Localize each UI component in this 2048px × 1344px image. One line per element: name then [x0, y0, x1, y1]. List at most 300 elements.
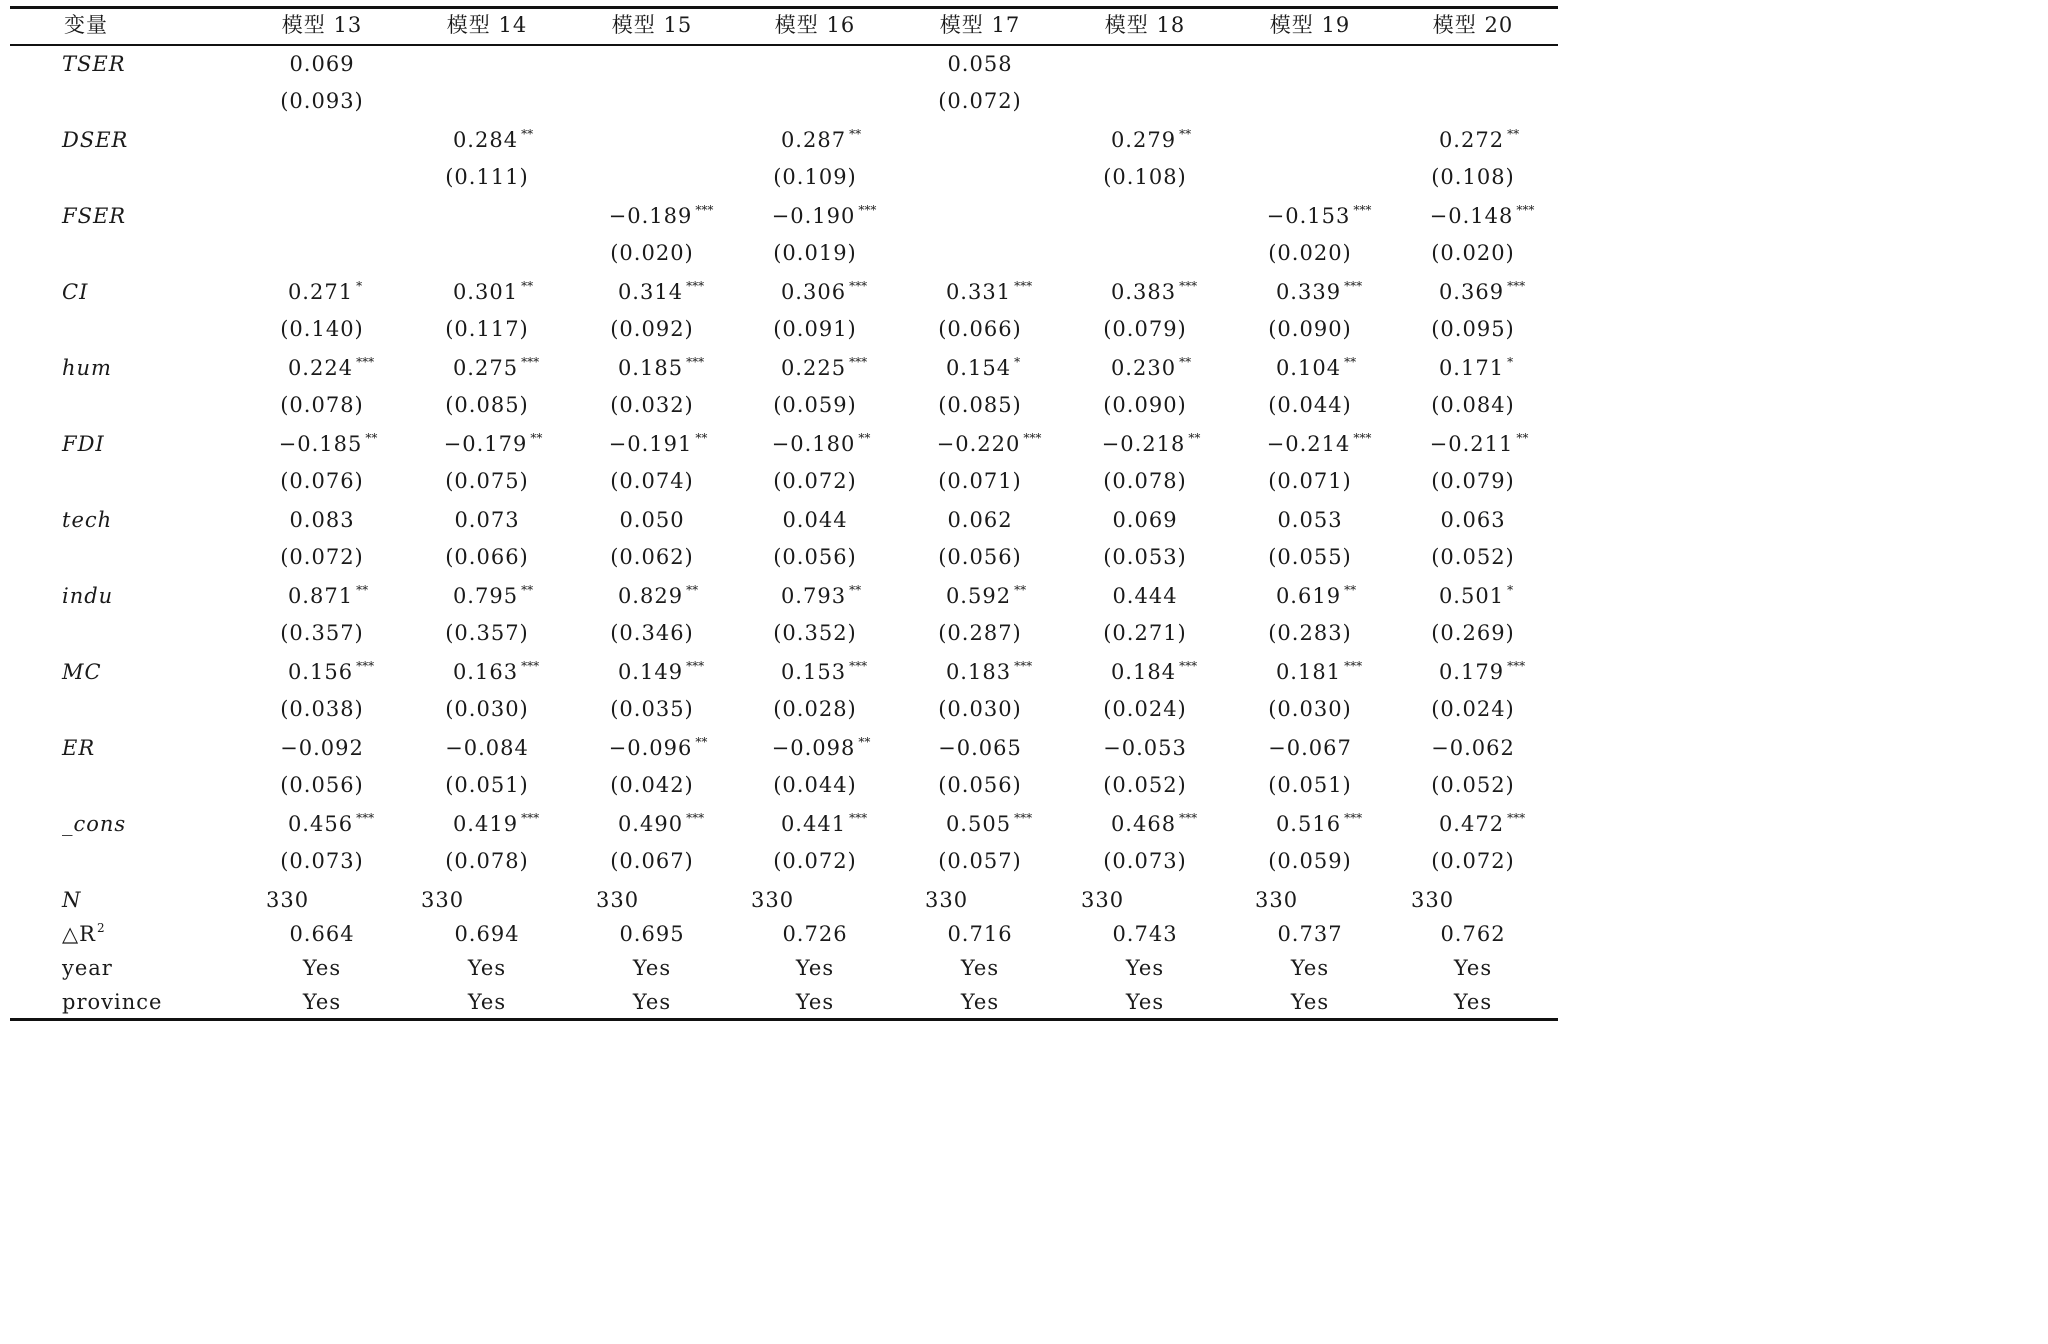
standard-error: (0.024) [1431, 697, 1515, 721]
r-squared-exponent: 2 [96, 921, 105, 935]
coefficient [1276, 584, 1356, 608]
coefficient [938, 736, 1022, 760]
coefficient-value: −0.185 [278, 432, 363, 456]
coefficient [288, 812, 374, 836]
standard-error: (0.067) [610, 849, 694, 873]
year-value: Yes [1290, 956, 1330, 980]
variable-name: indu [62, 584, 114, 608]
coefficient-value: 0.185 [617, 356, 684, 380]
coefficient [453, 584, 533, 608]
coefficient-value: 0.063 [1440, 508, 1506, 532]
standard-error: (0.076) [280, 469, 364, 493]
coefficient [619, 508, 684, 532]
standard-error: (0.071) [938, 469, 1022, 493]
standard-error: (0.109) [773, 165, 857, 189]
coefficient [1267, 432, 1372, 456]
standard-error: (0.073) [280, 849, 364, 873]
significance-stars: ** [849, 127, 862, 141]
standard-error: (0.052) [1431, 773, 1515, 797]
significance-stars: *** [1516, 203, 1535, 217]
significance-stars: *** [1507, 811, 1526, 825]
coefficient [772, 204, 877, 228]
coefficient [618, 812, 704, 836]
coefficient-value: −0.084 [445, 736, 529, 760]
coefficient-value: 0.306 [780, 280, 847, 304]
significance-stars: ** [1344, 355, 1357, 369]
coefficient-value: −0.214 [1266, 432, 1351, 456]
standard-error: (0.066) [445, 545, 529, 569]
coefficient [1277, 508, 1342, 532]
coefficient-value: −0.220 [936, 432, 1021, 456]
coefficient-value: −0.062 [1431, 736, 1515, 760]
header-model: 模型 14 [446, 13, 528, 37]
coefficient [1440, 508, 1505, 532]
coefficient-value: 0.050 [619, 508, 685, 532]
standard-error: (0.352) [773, 621, 857, 645]
year-value: Yes [632, 956, 672, 980]
significance-stars: *** [356, 659, 375, 673]
coefficient-value: 0.179 [1438, 660, 1505, 684]
r-squared-value: 0.762 [1440, 922, 1506, 946]
variable-name: tech [62, 508, 113, 532]
significance-stars: *** [356, 355, 375, 369]
year-label: year [62, 956, 113, 980]
standard-error: (0.052) [1103, 773, 1187, 797]
standard-error: (0.044) [1268, 393, 1352, 417]
n-value: 330 [266, 888, 310, 912]
coefficient [454, 508, 519, 532]
coefficient [1439, 280, 1525, 304]
coefficient [946, 660, 1032, 684]
significance-stars: *** [1014, 279, 1033, 293]
variable-name: hum [62, 356, 112, 380]
coefficient [609, 432, 708, 456]
coefficient-value: 0.419 [452, 812, 519, 836]
standard-error: (0.072) [773, 469, 857, 493]
coefficient [1111, 660, 1197, 684]
year-value: Yes [1125, 956, 1165, 980]
r-squared-value: 0.743 [1112, 922, 1178, 946]
coefficient-value: 0.331 [945, 280, 1012, 304]
coefficient-value: 0.456 [287, 812, 354, 836]
standard-error: (0.059) [1268, 849, 1352, 873]
standard-error: (0.030) [938, 697, 1022, 721]
province-value: Yes [795, 990, 835, 1014]
standard-error: (0.090) [1268, 317, 1352, 341]
significance-stars: *** [1507, 659, 1526, 673]
coefficient [781, 356, 867, 380]
header-model: 模型 17 [939, 13, 1021, 37]
r-squared-value: 0.737 [1277, 922, 1343, 946]
coefficient-value: 0.163 [452, 660, 519, 684]
standard-error: (0.056) [938, 773, 1022, 797]
significance-stars: *** [1179, 279, 1198, 293]
significance-stars: *** [849, 659, 868, 673]
r-squared-value: 0.726 [782, 922, 848, 946]
coefficient [1276, 280, 1362, 304]
n-value: 330 [421, 888, 465, 912]
significance-stars: *** [1344, 659, 1363, 673]
coefficient [289, 52, 354, 76]
standard-error: (0.357) [280, 621, 364, 645]
coefficient [618, 356, 704, 380]
standard-error: (0.066) [938, 317, 1022, 341]
variable-name: TSER [62, 52, 126, 76]
coefficient-value: 0.073 [454, 508, 520, 532]
significance-stars: ** [1179, 355, 1192, 369]
coefficient-value: 0.284 [452, 128, 519, 152]
coefficient-value: 0.062 [947, 508, 1013, 532]
standard-error: (0.073) [1103, 849, 1187, 873]
standard-error: (0.108) [1103, 165, 1187, 189]
standard-error: (0.092) [610, 317, 694, 341]
coefficient [782, 508, 847, 532]
coefficient-value: −0.179 [443, 432, 528, 456]
significance-stars: ** [1179, 127, 1192, 141]
variable-name: _cons [62, 812, 127, 836]
significance-stars: *** [849, 279, 868, 293]
coefficient [1112, 508, 1177, 532]
coefficient-value: 0.383 [1110, 280, 1177, 304]
coefficient-value: −0.180 [771, 432, 856, 456]
header-model: 模型 20 [1432, 13, 1514, 37]
coefficient [1439, 128, 1519, 152]
significance-stars: *** [849, 811, 868, 825]
coefficient [618, 660, 704, 684]
n-value: 330 [596, 888, 640, 912]
province-value: Yes [467, 990, 507, 1014]
coefficient-value: −0.096 [608, 736, 693, 760]
standard-error: (0.030) [1268, 697, 1352, 721]
significance-stars: ** [1516, 431, 1529, 445]
standard-error: (0.032) [610, 393, 694, 417]
standard-error: (0.056) [773, 545, 857, 569]
significance-stars: ** [521, 583, 534, 597]
coefficient [453, 660, 539, 684]
coefficient-value: 0.619 [1275, 584, 1342, 608]
standard-error: (0.079) [1103, 317, 1187, 341]
standard-error: (0.078) [280, 393, 364, 417]
coefficient-value: −0.148 [1429, 204, 1514, 228]
coefficient-value: −0.067 [1268, 736, 1352, 760]
standard-error: (0.085) [445, 393, 529, 417]
significance-stars: *** [1023, 431, 1042, 445]
coefficient [946, 812, 1032, 836]
coefficient-value: 0.058 [947, 52, 1013, 76]
coefficient-value: 0.271 [287, 280, 354, 304]
header-model: 模型 16 [774, 13, 856, 37]
coefficient-value: 0.871 [287, 584, 354, 608]
standard-error: (0.024) [1103, 697, 1187, 721]
standard-error: (0.056) [280, 773, 364, 797]
coefficient-value: −0.153 [1266, 204, 1351, 228]
significance-stars: ** [356, 583, 369, 597]
coefficient-value: 0.171 [1438, 356, 1505, 380]
coefficient [1276, 660, 1362, 684]
significance-stars: *** [521, 659, 540, 673]
significance-stars: *** [1014, 659, 1033, 673]
coefficient-value: 0.272 [1438, 128, 1505, 152]
coefficient-value: 0.505 [945, 812, 1012, 836]
standard-error: (0.052) [1431, 545, 1515, 569]
significance-stars: ** [1014, 583, 1027, 597]
coefficient-value: 0.104 [1275, 356, 1342, 380]
significance-stars: *** [686, 279, 705, 293]
standard-error: (0.091) [773, 317, 857, 341]
standard-error: (0.079) [1431, 469, 1515, 493]
coefficient-value: −0.191 [608, 432, 693, 456]
coefficient-value: −0.189 [608, 204, 693, 228]
standard-error: (0.271) [1103, 621, 1187, 645]
coefficient-value: 0.053 [1277, 508, 1343, 532]
coefficient-value: 0.369 [1438, 280, 1505, 304]
significance-stars: * [1507, 583, 1514, 597]
year-value: Yes [467, 956, 507, 980]
n-value: 330 [925, 888, 969, 912]
significance-stars: ** [849, 583, 862, 597]
standard-error: (0.357) [445, 621, 529, 645]
variable-name: ER [62, 736, 96, 760]
coefficient-value: 0.044 [782, 508, 848, 532]
standard-error: (0.028) [773, 697, 857, 721]
province-label: province [62, 990, 163, 1014]
coefficient-value: 0.225 [780, 356, 847, 380]
coefficient [1276, 356, 1356, 380]
significance-stars: *** [695, 203, 714, 217]
coefficient-value: 0.490 [617, 812, 684, 836]
coefficient [1111, 812, 1197, 836]
standard-error: (0.020) [1431, 241, 1515, 265]
province-value: Yes [1290, 990, 1330, 1014]
standard-error: (0.085) [938, 393, 1022, 417]
standard-error: (0.057) [938, 849, 1022, 873]
coefficient [1267, 204, 1372, 228]
coefficient [453, 812, 539, 836]
coefficient-value: −0.098 [771, 736, 856, 760]
coefficient [1112, 584, 1177, 608]
coefficient [1276, 812, 1362, 836]
coefficient [453, 356, 539, 380]
variable-name: DSER [62, 128, 129, 152]
coefficient-value: −0.211 [1429, 432, 1514, 456]
coefficient [618, 584, 698, 608]
coefficient-value: 0.516 [1275, 812, 1342, 836]
standard-error: (0.287) [938, 621, 1022, 645]
standard-error: (0.056) [938, 545, 1022, 569]
significance-stars: *** [356, 811, 375, 825]
significance-stars: *** [686, 659, 705, 673]
coefficient [1430, 432, 1529, 456]
significance-stars: ** [521, 127, 534, 141]
n-value: 330 [751, 888, 795, 912]
coefficient [1439, 584, 1513, 608]
standard-error: (0.035) [610, 697, 694, 721]
coefficient-value: 0.468 [1110, 812, 1177, 836]
significance-stars: * [1507, 355, 1514, 369]
coefficient [288, 660, 374, 684]
standard-error: (0.072) [773, 849, 857, 873]
coefficient [288, 280, 362, 304]
coefficient-value: 0.083 [289, 508, 355, 532]
coefficient-value: −0.218 [1101, 432, 1186, 456]
variable-name: FSER [62, 204, 127, 228]
significance-stars: ** [695, 735, 708, 749]
coefficient [946, 356, 1020, 380]
province-value: Yes [960, 990, 1000, 1014]
significance-stars: * [1014, 355, 1021, 369]
coefficient-value: 0.069 [1112, 508, 1178, 532]
significance-stars: *** [1014, 811, 1033, 825]
coefficient [772, 432, 871, 456]
standard-error: (0.084) [1431, 393, 1515, 417]
coefficient [781, 280, 867, 304]
coefficient-value: 0.156 [287, 660, 354, 684]
r-squared-label [62, 922, 105, 946]
coefficient-value: 0.472 [1438, 812, 1505, 836]
variable-name: FDI [62, 432, 105, 456]
standard-error: (0.346) [610, 621, 694, 645]
coefficient [1103, 736, 1187, 760]
coefficient [937, 432, 1042, 456]
significance-stars: *** [1179, 811, 1198, 825]
standard-error: (0.044) [773, 773, 857, 797]
coefficient [618, 280, 704, 304]
standard-error: (0.093) [280, 89, 364, 113]
coefficient [1102, 432, 1201, 456]
standard-error: (0.078) [1103, 469, 1187, 493]
standard-error: (0.095) [1431, 317, 1515, 341]
standard-error: (0.030) [445, 697, 529, 721]
standard-error: (0.072) [1431, 849, 1515, 873]
significance-stars: ** [1344, 583, 1357, 597]
coefficient [609, 736, 708, 760]
variable-name: MC [62, 660, 102, 684]
n-value: 330 [1255, 888, 1299, 912]
standard-error: (0.072) [280, 545, 364, 569]
significance-stars: *** [1344, 811, 1363, 825]
coefficient-value: 0.069 [289, 52, 355, 76]
standard-error: (0.020) [1268, 241, 1352, 265]
standard-error: (0.038) [280, 697, 364, 721]
header-model: 模型 18 [1104, 13, 1186, 37]
province-value: Yes [302, 990, 342, 1014]
standard-error: (0.108) [1431, 165, 1515, 189]
coefficient-value: 0.829 [617, 584, 684, 608]
coefficient-value: 0.184 [1110, 660, 1177, 684]
r-squared-prefix: △R [62, 922, 96, 946]
province-value: Yes [632, 990, 672, 1014]
coefficient-value: 0.287 [780, 128, 847, 152]
significance-stars: *** [1353, 203, 1372, 217]
standard-error: (0.074) [610, 469, 694, 493]
significance-stars: *** [521, 355, 540, 369]
coefficient-value: 0.275 [452, 356, 519, 380]
coefficient-value: 0.314 [617, 280, 684, 304]
standard-error: (0.051) [445, 773, 529, 797]
standard-error: (0.090) [1103, 393, 1187, 417]
province-value: Yes [1125, 990, 1165, 1014]
r-squared-value: 0.716 [947, 922, 1013, 946]
coefficient-value: 0.279 [1110, 128, 1177, 152]
header-model: 模型 19 [1269, 13, 1351, 37]
header-variable: 变量 [64, 13, 108, 37]
n-value: 330 [1411, 888, 1455, 912]
coefficient [289, 508, 354, 532]
coefficient [1111, 128, 1191, 152]
standard-error: (0.020) [610, 241, 694, 265]
coefficient-value: 0.153 [780, 660, 847, 684]
coefficient-value: 0.154 [945, 356, 1012, 380]
coefficient-value: 0.339 [1275, 280, 1342, 304]
coefficient [947, 508, 1012, 532]
coefficient-value: 0.441 [780, 812, 847, 836]
coefficient [279, 432, 378, 456]
coefficient [947, 52, 1012, 76]
significance-stars: *** [1507, 279, 1526, 293]
significance-stars: ** [686, 583, 699, 597]
standard-error: (0.053) [1103, 545, 1187, 569]
year-value: Yes [302, 956, 342, 980]
significance-stars: ** [1507, 127, 1520, 141]
standard-error: (0.269) [1431, 621, 1515, 645]
standard-error: (0.075) [445, 469, 529, 493]
coefficient [288, 356, 374, 380]
coefficient-value: 0.795 [452, 584, 519, 608]
coefficient [1439, 660, 1525, 684]
significance-stars: *** [1353, 431, 1372, 445]
r-squared-value: 0.694 [454, 922, 520, 946]
significance-stars: ** [365, 431, 378, 445]
coefficient [772, 736, 871, 760]
coefficient-value: 0.592 [945, 584, 1012, 608]
significance-stars: * [356, 279, 363, 293]
standard-error: (0.117) [445, 317, 529, 341]
standard-error: (0.283) [1268, 621, 1352, 645]
coefficient [1431, 736, 1515, 760]
coefficient [1430, 204, 1535, 228]
standard-error: (0.071) [1268, 469, 1352, 493]
significance-stars: ** [695, 431, 708, 445]
n-value: 330 [1081, 888, 1125, 912]
year-value: Yes [795, 956, 835, 980]
coefficient-value: −0.092 [280, 736, 364, 760]
coefficient [781, 660, 867, 684]
standard-error: (0.072) [938, 89, 1022, 113]
coefficient [781, 128, 861, 152]
significance-stars: *** [858, 203, 877, 217]
standard-error: (0.051) [1268, 773, 1352, 797]
standard-error: (0.111) [445, 165, 529, 189]
coefficient [288, 584, 368, 608]
header-model: 模型 15 [611, 13, 693, 37]
significance-stars: *** [521, 811, 540, 825]
coefficient [781, 812, 867, 836]
significance-stars: *** [1179, 659, 1198, 673]
coefficient [445, 736, 529, 760]
significance-stars: *** [686, 811, 705, 825]
coefficient-value: 0.183 [945, 660, 1012, 684]
coefficient [1439, 812, 1525, 836]
coefficient-value: 0.181 [1275, 660, 1342, 684]
standard-error: (0.140) [280, 317, 364, 341]
coefficient [781, 584, 861, 608]
coefficient-value: 0.501 [1438, 584, 1505, 608]
coefficient [1439, 356, 1513, 380]
standard-error: (0.062) [610, 545, 694, 569]
significance-stars: ** [858, 735, 871, 749]
coefficient [946, 280, 1032, 304]
coefficient [444, 432, 543, 456]
